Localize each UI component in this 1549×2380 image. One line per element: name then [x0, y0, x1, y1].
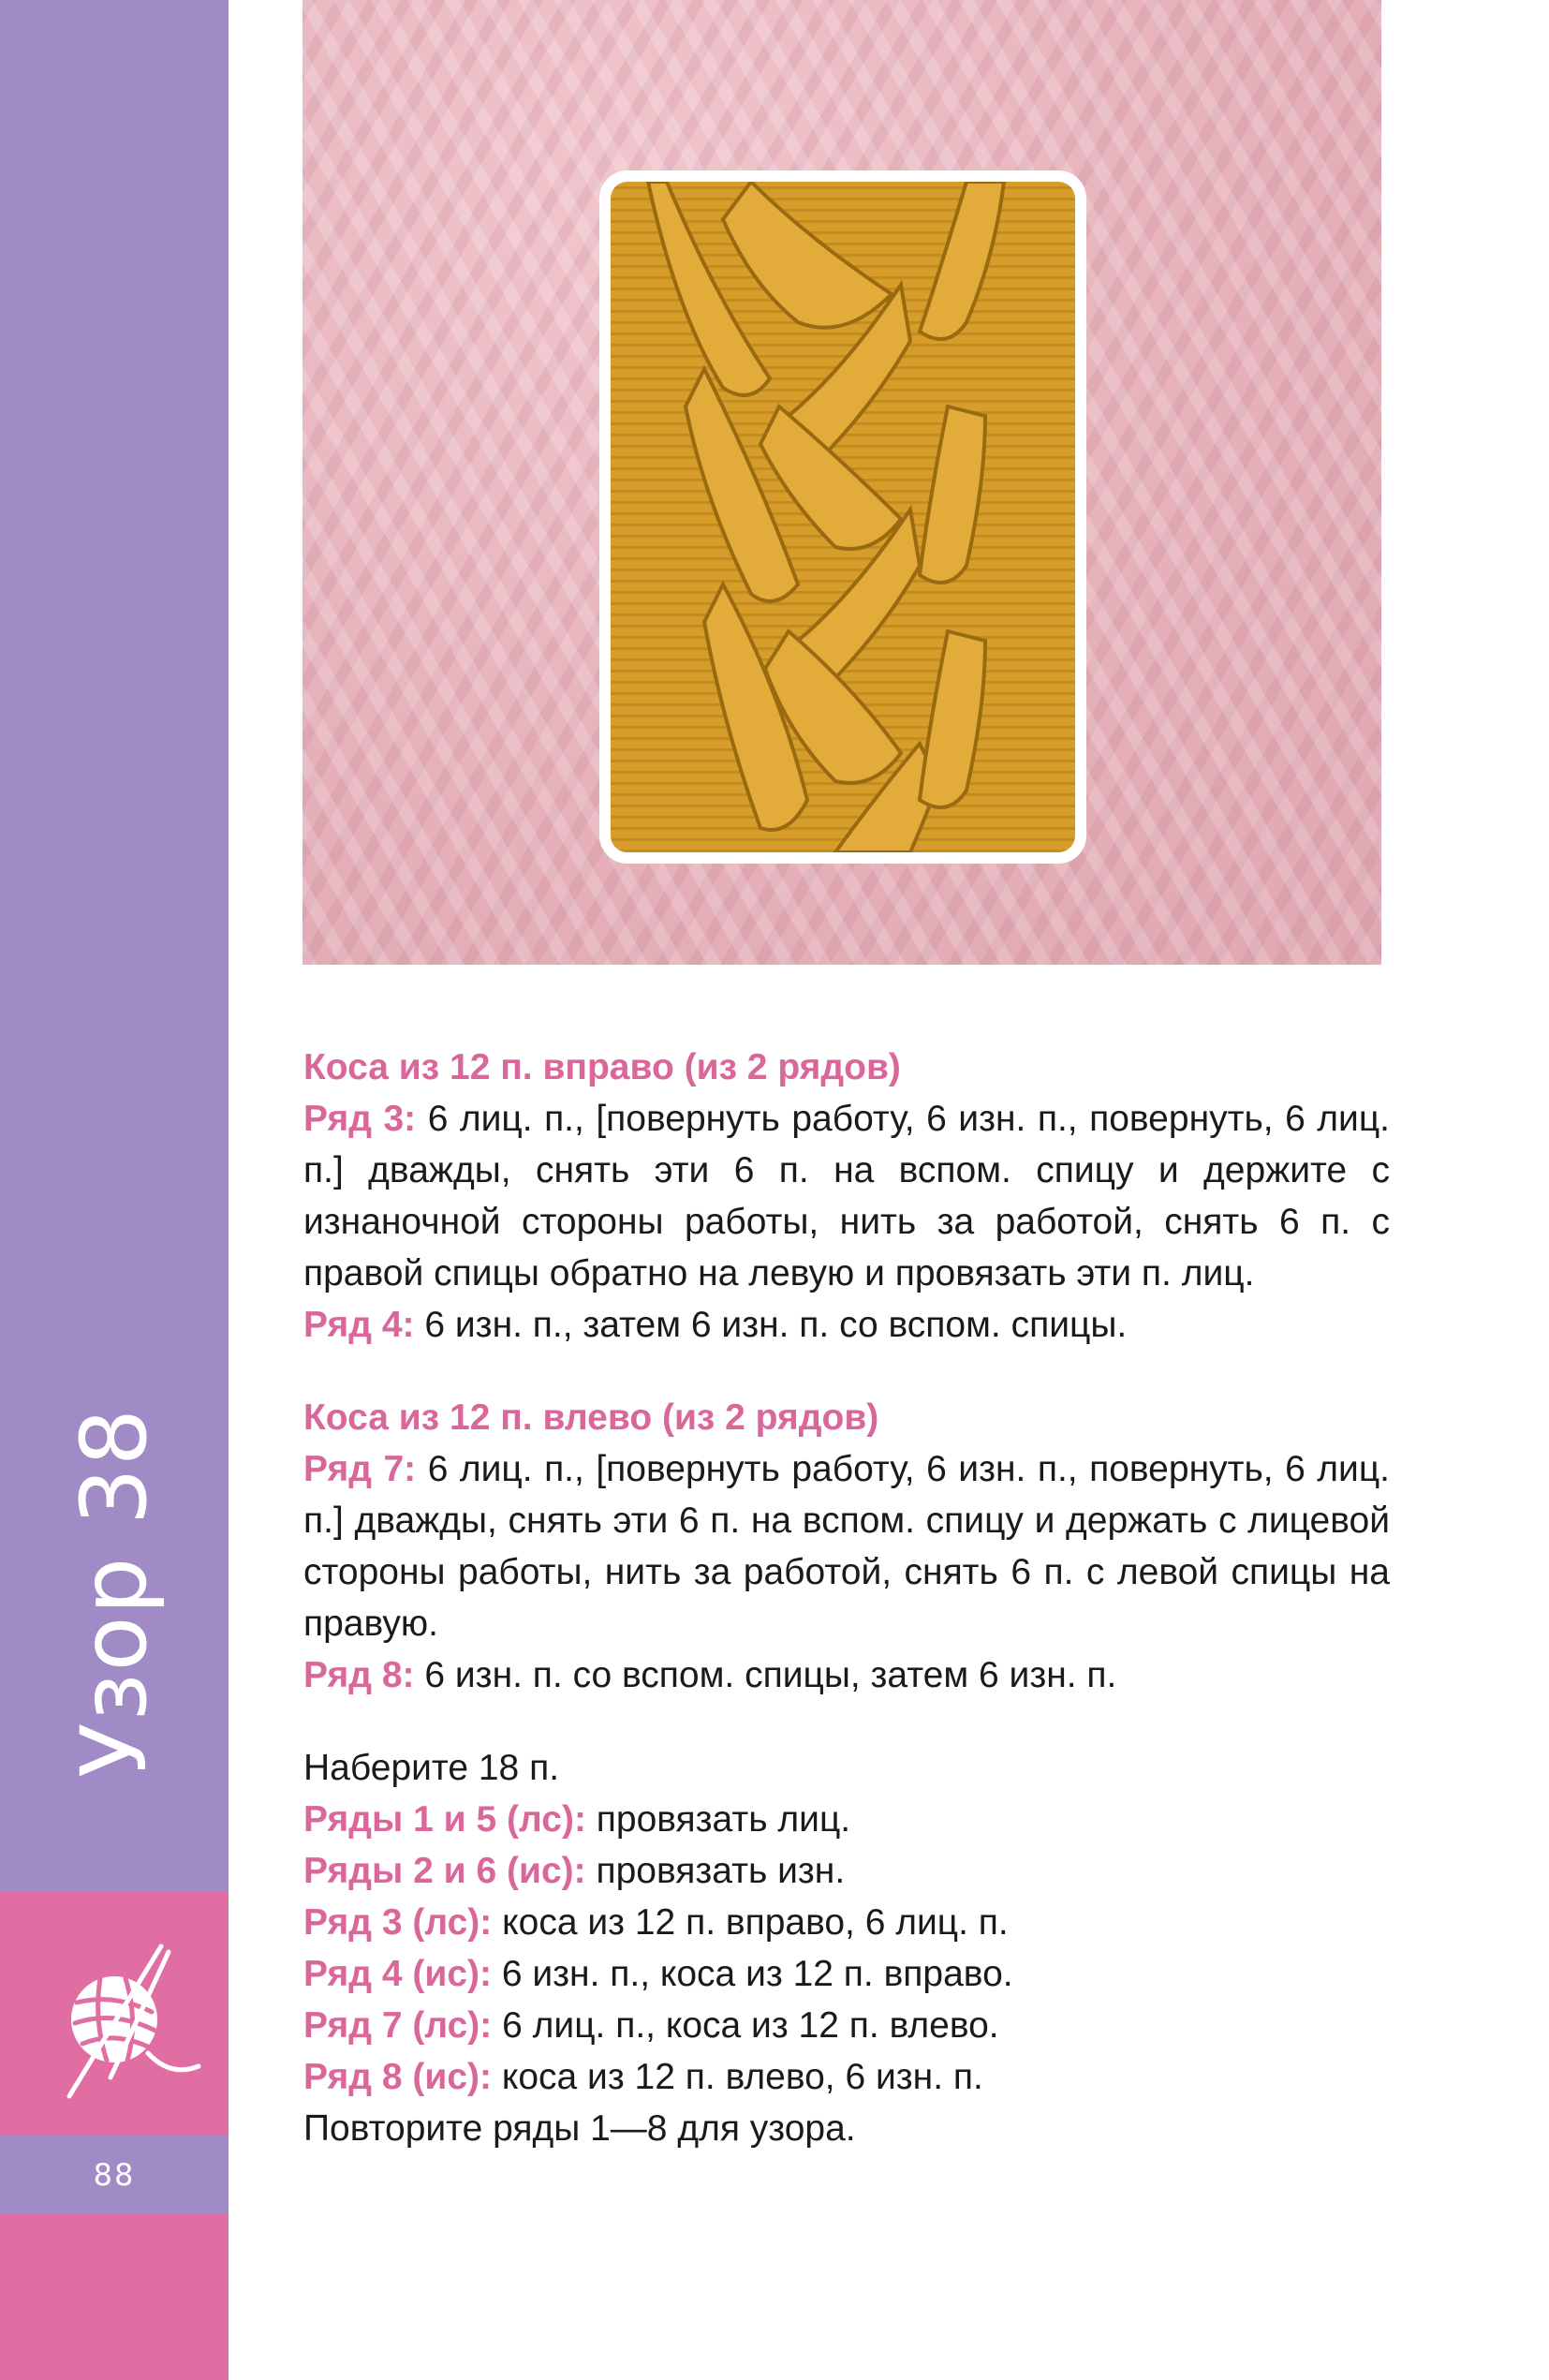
braid-cable-image [611, 182, 1075, 852]
row-instruction [303, 1443, 1390, 1649]
row-label: Ряды 2 и 6 (ис): [303, 1851, 586, 1891]
pattern-title: Узор 38 [62, 1407, 167, 1778]
row-instruction [303, 1299, 1390, 1351]
cast-on-instruction: Наберите 18 п. [303, 1748, 560, 1788]
list-item [303, 1897, 1390, 1948]
row-label: Ряд 3: [303, 1099, 417, 1139]
section-pattern-rows [303, 1742, 1390, 2154]
list-item [303, 2000, 1390, 2051]
sidebar-footer [0, 2214, 229, 2380]
row-text: 6 лиц. п., коса из 12 п. влево. [502, 2005, 999, 2046]
row-label: Ряд 3 (лс): [303, 1902, 493, 1943]
row-text: провязать изн. [596, 1851, 846, 1891]
row-text: 6 изн. п. со вспом. спицы, затем 6 изн. п. [424, 1655, 1117, 1695]
cable-swatch-photo [599, 170, 1086, 864]
section-heading: Коса из 12 п. влево (из 2 рядов) [303, 1397, 879, 1438]
sidebar-icon-panel [0, 1892, 229, 2136]
row-text: коса из 12 п. влево, 6 изн. п. [501, 2057, 983, 2097]
list-item [303, 1794, 1390, 1845]
row-label: Ряд 8 (ис): [303, 2057, 492, 2097]
list-item [303, 1948, 1390, 2000]
row-text: 6 лиц. п., [повернуть работу, 6 изн. п., повернуть, 6 лиц. п.] дважды, снять эти 6 п. на вспом. спицу и держать с лицевой стороны работы, нить за работой, снять 6 п. с левой спицы на правую. [303, 1449, 1390, 1644]
row-label: Ряд 7: [303, 1449, 417, 1489]
section-left-cable [303, 1392, 1390, 1701]
row-text: провязать лиц. [596, 1799, 851, 1840]
row-text: коса из 12 п. вправо, 6 лиц. п. [502, 1902, 1009, 1943]
yarn-ball-icon [49, 1937, 217, 2106]
row-label: Ряд 4 (ис): [303, 1954, 492, 1994]
row-text: 6 изн. п., затем 6 изн. п. со вспом. спицы. [424, 1305, 1128, 1345]
section-heading: Коса из 12 п. вправо (из 2 рядов) [303, 1047, 901, 1087]
row-label: Ряд 7 (лс): [303, 2005, 493, 2046]
row-text: 6 изн. п., коса из 12 п. вправо. [501, 1954, 1013, 1994]
list-item [303, 2051, 1390, 2103]
sidebar [0, 0, 229, 1892]
row-label: Ряд 8: [303, 1655, 415, 1695]
row-instruction [303, 1649, 1390, 1701]
row-text: 6 лиц. п., [повернуть работу, 6 изн. п., повернуть, 6 лиц. п.] дважды, снять эти 6 п. на вспом. спицу и держите с изнаночной стороны работы, нить за работой, снять 6 п. с правой спицы обратно на левую и провязать эти п. лиц. [303, 1099, 1390, 1293]
row-label: Ряды 1 и 5 (лс): [303, 1799, 586, 1840]
section-right-cable [303, 1042, 1390, 1351]
row-instruction [303, 1093, 1390, 1299]
pattern-instructions [303, 1042, 1390, 2195]
page-number-panel [0, 2136, 229, 2214]
page-number: 88 [93, 2157, 136, 2193]
row-label: Ряд 4: [303, 1305, 415, 1345]
list-item [303, 1845, 1390, 1897]
repeat-instruction: Повторите ряды 1—8 для узора. [303, 2108, 856, 2149]
